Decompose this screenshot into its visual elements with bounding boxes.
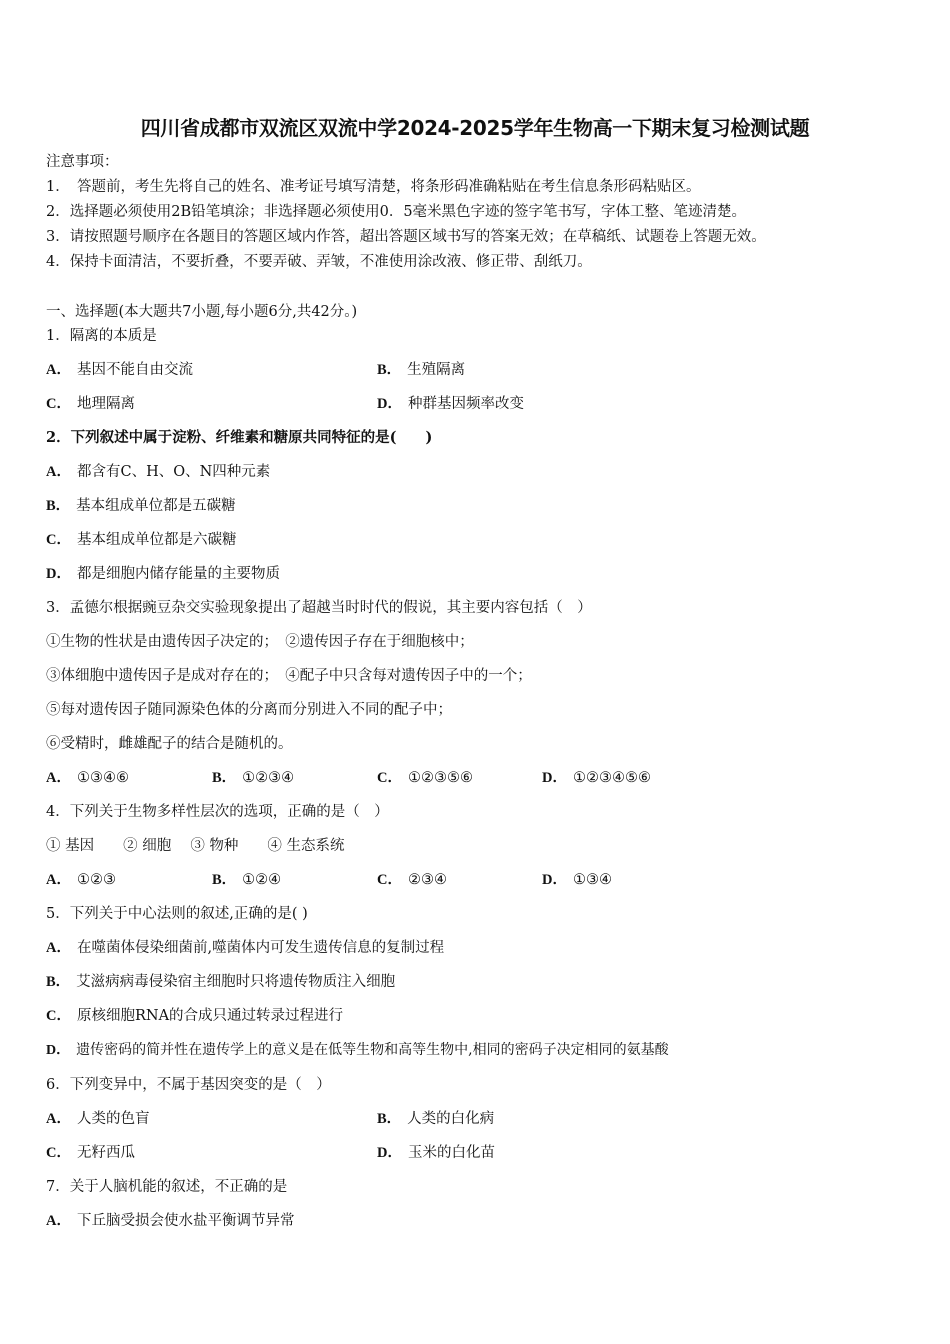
- option-text: ①②③④: [242, 770, 295, 786]
- option-label: C．: [377, 770, 402, 786]
- question-2-stem: 2．下列叙述中属于淀粉、纤维素和糖原共同特征的是( ): [46, 429, 433, 446]
- q2-option-c: [46, 530, 236, 550]
- q3-statement-3: ⑤每对遗传因子随同源染色体的分离而分别进入不同的配子中；: [46, 702, 452, 718]
- q3-statement-4: ⑥受精时，雌雄配子的结合是随机的。: [46, 736, 293, 752]
- option-text: ①②③④⑤⑥: [572, 770, 651, 786]
- option-label: C．: [46, 532, 71, 548]
- q3-option-c: [377, 768, 473, 788]
- option-text: 基本组成单位都是五碳糖: [76, 498, 236, 514]
- option-text: 地理隔离: [76, 396, 135, 412]
- option-text: 都是细胞内储存能量的主要物质: [76, 566, 280, 582]
- option-label: C．: [46, 1008, 71, 1024]
- notice-item-2: 2．选择题必须使用2B铅笔填涂；非选择题必须使用0．5毫米黑色字迹的签字笔书写，字体工整、笔迹清楚。: [46, 204, 747, 220]
- option-label: B．: [46, 974, 71, 990]
- q7-option-a: [46, 1211, 294, 1231]
- option-label: A．: [46, 770, 71, 786]
- section-heading: 一、选择题(本大题共7小题,每小题6分,共42分。): [46, 304, 358, 320]
- q2-option-d: [46, 564, 280, 584]
- q5-option-b: [46, 972, 395, 992]
- option-label: D．: [377, 1145, 402, 1161]
- option-label: A．: [46, 1213, 71, 1229]
- option-label: A．: [46, 1111, 71, 1127]
- question-4-stem: 4．下列关于生物多样性层次的选项，正确的是（ ）: [46, 804, 389, 820]
- q6-option-c: [46, 1143, 135, 1163]
- option-label: B．: [46, 498, 71, 514]
- question-5-stem: 5．下列关于中心法则的叙述,正确的是( ): [46, 906, 308, 922]
- option-text: 遗传密码的简并性在遗传学上的意义是在低等生物和高等生物中,相同的密码子决定相同的氨基酸: [76, 1042, 669, 1058]
- q2-option-b: [46, 496, 236, 516]
- question-7-stem: 7．关于人脑机能的叙述，不正确的是: [46, 1179, 288, 1195]
- q1-option-a: [46, 360, 193, 380]
- option-label: A．: [46, 872, 71, 888]
- notice-item-1: 1． 答题前，考生先将自己的姓名、准考证号填写清楚，将条形码准确粘贴在考生信息条形码粘贴区。: [46, 179, 701, 195]
- option-text: 生殖隔离: [407, 362, 466, 378]
- q4-option-c: [377, 870, 447, 890]
- option-label: B．: [377, 1111, 402, 1127]
- q4-option-b: [212, 870, 281, 890]
- q3-option-b: [212, 768, 294, 788]
- option-label: C．: [46, 396, 71, 412]
- option-text: ①③④⑥: [76, 770, 129, 786]
- q4-option-a: [46, 870, 116, 890]
- option-label: B．: [377, 362, 402, 378]
- option-text: ①②③⑤⑥: [407, 770, 473, 786]
- q3-option-d: [542, 768, 651, 788]
- option-text: 无籽西瓜: [76, 1145, 135, 1161]
- option-label: A．: [46, 362, 71, 378]
- option-label: C．: [377, 872, 402, 888]
- option-text: 种群基因频率改变: [407, 396, 524, 412]
- option-text: 下丘脑受损会使水盐平衡调节异常: [76, 1213, 295, 1229]
- q6-option-b: [377, 1109, 494, 1129]
- page-title: 四川省成都市双流区双流中学2024-2025学年生物高一下期末复习检测试题: [140, 116, 810, 140]
- notice-item-4: 4．保持卡面清洁，不要折叠，不要弄破、弄皱，不准使用涂改液、修正带、刮纸刀。: [46, 254, 592, 270]
- option-text: ①③④: [572, 872, 612, 888]
- q2-option-a: [46, 462, 270, 482]
- option-label: C．: [46, 1145, 71, 1161]
- option-label: D．: [46, 566, 71, 582]
- q4-option-d: [542, 870, 612, 890]
- option-text: ①②③: [76, 872, 116, 888]
- option-label: D．: [542, 872, 567, 888]
- option-text: ①②④: [242, 872, 282, 888]
- question-6-stem: 6．下列变异中，不属于基因突变的是（ ）: [46, 1077, 331, 1093]
- q4-statement-1: ① 基因 ② 细胞 ③ 物种 ④ 生态系统: [46, 838, 345, 854]
- option-label: B．: [212, 770, 237, 786]
- q1-option-c: [46, 394, 135, 414]
- option-label: D．: [46, 1043, 71, 1058]
- option-text: 人类的色盲: [76, 1111, 150, 1127]
- option-text: 在噬菌体侵染细菌前,噬菌体内可发生遗传信息的复制过程: [76, 940, 445, 956]
- option-text: ②③④: [407, 872, 447, 888]
- option-label: D．: [377, 396, 402, 412]
- option-text: 玉米的白化苗: [407, 1145, 495, 1161]
- notice-heading: 注意事项：: [46, 154, 119, 170]
- option-text: 原核细胞RNA的合成只通过转录过程进行: [76, 1008, 344, 1024]
- option-text: 基因不能自由交流: [76, 362, 193, 378]
- question-1-stem: 1．隔离的本质是: [46, 328, 157, 344]
- q5-option-c: [46, 1006, 343, 1026]
- q5-option-a: [46, 938, 444, 958]
- option-label: D．: [542, 770, 567, 786]
- q1-option-b: [377, 360, 465, 380]
- q3-option-a: [46, 768, 129, 788]
- q6-option-d: [377, 1143, 495, 1163]
- q1-option-d: [377, 394, 524, 414]
- option-text: 艾滋病病毒侵染宿主细胞时只将遗传物质注入细胞: [76, 974, 396, 990]
- q6-option-a: [46, 1109, 149, 1129]
- q3-statement-1: ①生物的性状是由遗传因子决定的； ②遗传因子存在于细胞核中；: [46, 634, 474, 650]
- notice-item-3: 3．请按照题号顺序在各题目的答题区域内作答，超出答题区域书写的答案无效；在草稿纸、试题卷上答题无效。: [46, 229, 766, 245]
- question-3-stem: 3．孟德尔根据豌豆杂交实验现象提出了超越当时时代的假说，其主要内容包括（ ）: [46, 600, 592, 616]
- option-label: B．: [212, 872, 237, 888]
- option-text: 人类的白化病: [407, 1111, 495, 1127]
- q3-statement-2: ③体细胞中遗传因子是成对存在的； ④配子中只含每对遗传因子中的一个；: [46, 668, 532, 684]
- option-label: A．: [46, 940, 71, 956]
- q5-option-d: [46, 1040, 669, 1061]
- option-label: A．: [46, 464, 71, 480]
- option-text: 基本组成单位都是六碳糖: [76, 532, 237, 548]
- option-text: 都含有C、H、O、N四种元素: [76, 464, 271, 480]
